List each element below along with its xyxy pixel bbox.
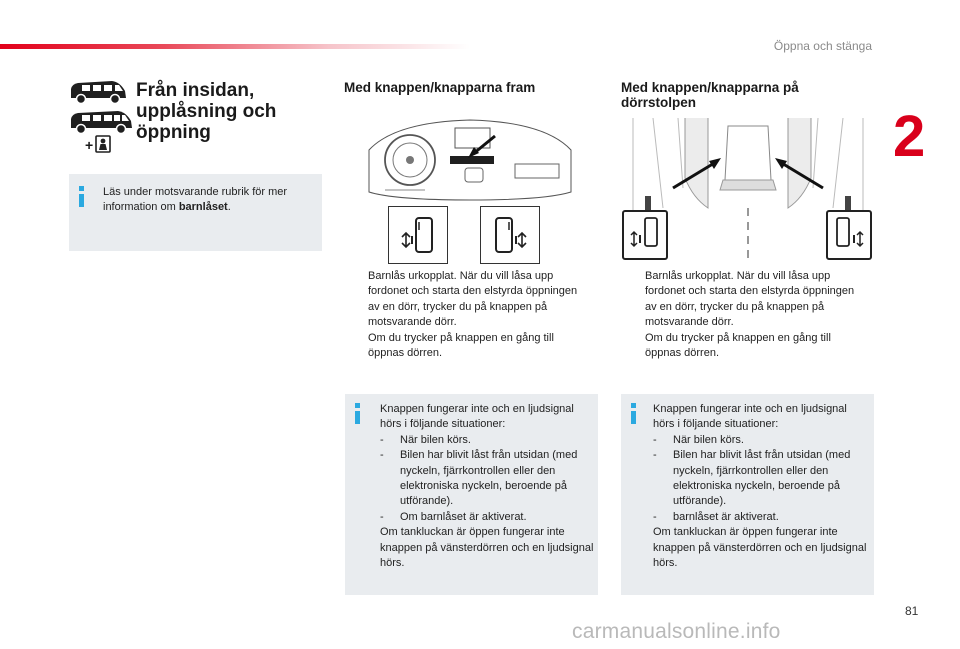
pillar-bullet-list — [621, 269, 861, 361]
info-icon — [631, 403, 636, 424]
van-short-icon — [68, 79, 128, 105]
title-line-2: upplåsning och — [136, 101, 277, 122]
info-icon — [355, 403, 360, 424]
list-item: Om du trycker på knappen en gång till öppnas dörren. — [368, 331, 554, 360]
front-section-title: Med knappen/knapparna fram — [344, 80, 536, 95]
front-left-door-button — [388, 206, 448, 264]
list-item: Om du trycker på knappen en gång till öppnas dörren. — [645, 331, 831, 360]
front-info-text: Knappen fungerar inte och en ljudsignal hörs i följande situationer: - När bilen körs. - Bilen har blivit låst från utsidan (med nyckeln, fjärrkontrollen eller den elektroniska nyckeln, beroende på utförande). - Om barnlåset är aktiverat. Om tankluckan är öppen fungerar inte knappen på vänsterdörren och en ljudsignal hörs. — [380, 403, 594, 570]
chapter-title: Öppna och stänga — [773, 39, 872, 53]
front-info-box — [345, 394, 598, 595]
pillar-right-door-button — [826, 210, 872, 260]
pillar-info-box — [621, 394, 874, 595]
pillar-section-title: Med knappen/knapparna på dörrstolpen — [621, 80, 799, 110]
title-line-1: Från insidan, — [136, 80, 255, 101]
dashboard-illustration — [365, 118, 575, 203]
watermark: carmanualsonline.info — [572, 620, 781, 643]
pillar-left-door-button — [622, 210, 668, 260]
pillar-info-text: Knappen fungerar inte och en ljudsignal hörs i följande situationer: - När bilen körs. - Bilen har blivit låst från utsidan (med nyckeln, fjärrkontrollen eller den elektroniska nyckeln, beroende på utförande). - barnlåset är aktiverat. Om tankluckan är öppen fungerar inte knappen på vänsterdörren och en ljudsignal hörs. — [653, 403, 867, 570]
header-accent-bar — [0, 44, 470, 49]
front-right-door-button — [480, 206, 540, 264]
list-item: Barnlås urkopplat. När du vill låsa upp fordonet och starta den elstyrda öppningen av en dörr, trycker du på knappen på motsvarande dörr. — [368, 270, 578, 329]
chapter-number: 2 — [893, 104, 926, 169]
page-title — [136, 80, 316, 143]
list-item: Barnlås urkopplat. När du vill låsa upp fordonet och starta den elstyrda öppningen av en dörr, trycker du på knappen på motsvarande dörr. — [645, 270, 855, 329]
child-lock-plus-sign: + — [85, 137, 94, 153]
child-lock-icon — [95, 135, 111, 153]
child-lock-info-box — [69, 174, 322, 251]
front-bullet-list — [344, 269, 584, 361]
page-number: 81 — [905, 604, 919, 618]
info-icon — [79, 186, 84, 207]
child-lock-info-text: Läs under motsvarande rubrik för mer information om barnlåset. — [103, 186, 288, 214]
title-line-3: öppning — [136, 122, 211, 143]
van-long-icon — [68, 109, 134, 135]
